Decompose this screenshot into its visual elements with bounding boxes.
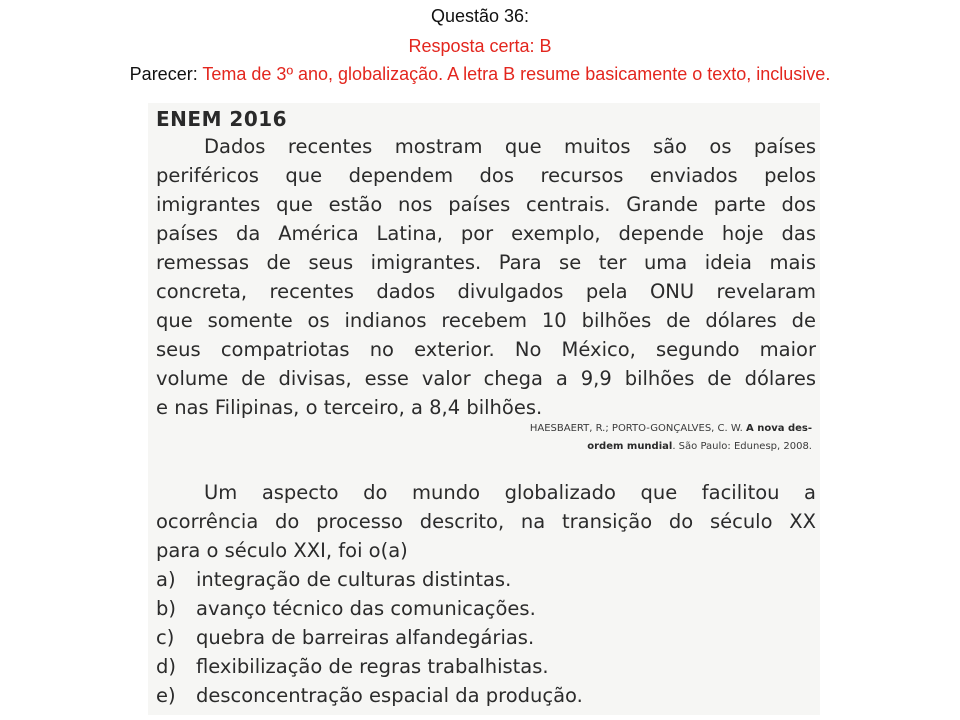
option-letter: b)	[156, 597, 176, 620]
option-text: integração de culturas distintas.	[196, 568, 512, 591]
text-line: e nas Filipinas, o terceiro, a 8,4 bilhões.	[156, 396, 543, 419]
option-text: quebra de barreiras alfandegárias.	[196, 626, 535, 649]
text-line: imigrantes que estão nos países centrais. Grande parte dos	[156, 193, 816, 216]
review-note	[0, 64, 960, 85]
option-a	[156, 568, 511, 591]
citation-line	[587, 441, 812, 452]
citation-title-part2: ordem mundial	[587, 441, 673, 452]
citation-title-part1: A nova des-	[745, 423, 812, 434]
option-letter: a)	[156, 568, 176, 591]
option-b	[156, 597, 536, 620]
question-number: Questão 36:	[430, 6, 530, 26]
citation-authors: HAESBAERT, R.; PORTO-GONÇALVES, C. W.	[529, 423, 743, 434]
text-line: periféricos que dependem dos recursos enviados pelos	[156, 164, 816, 187]
review-note-text: Tema de 3º ano, globalização. A letra B resume basicamente o texto, inclusive.	[202, 64, 831, 84]
prompt-line: para o século XXI, foi o(a)	[156, 539, 408, 562]
prompt-line: ocorrência do processo descrito, na transição do século XX	[156, 510, 816, 533]
option-c	[156, 626, 534, 649]
review-note-label: Parecer:	[129, 64, 198, 84]
text-line: países da América Latina, por exemplo, depende hoje das	[156, 222, 816, 245]
text-line: seus compatriotas no exterior. No México, segundo maior	[156, 338, 816, 361]
text-line: Dados recentes mostram que muitos são os países	[204, 135, 816, 158]
exam-title: ENEM 2016	[156, 107, 288, 131]
question-scan	[148, 103, 820, 715]
citation-line	[530, 423, 812, 434]
text-line: que somente os indianos recebem 10 bilhões de dólares de	[156, 309, 816, 332]
option-letter: e)	[156, 684, 176, 707]
option-text: flexibilização de regras trabalhistas.	[196, 655, 549, 678]
option-d	[156, 655, 549, 678]
text-line: volume de divisas, esse valor chega a 9,9 bilhões de dólares	[156, 367, 816, 390]
option-text: desconcentração espacial da produção.	[196, 684, 583, 707]
text-line: concreta, recentes dados divulgados pela ONU revelaram	[156, 280, 816, 303]
correct-answer: Resposta certa: B	[408, 36, 552, 56]
option-letter: d)	[156, 655, 176, 678]
text-line: remessas de seus imigrantes. Para se ter uma ideia mais	[156, 251, 816, 274]
citation-publisher: . São Paulo: Edunesp, 2008.	[672, 441, 812, 452]
option-text: avanço técnico das comunicações.	[196, 597, 536, 620]
option-e	[156, 684, 583, 707]
option-letter: c)	[156, 626, 175, 649]
prompt-line: Um aspecto do mundo globalizado que facilitou a	[204, 481, 816, 504]
